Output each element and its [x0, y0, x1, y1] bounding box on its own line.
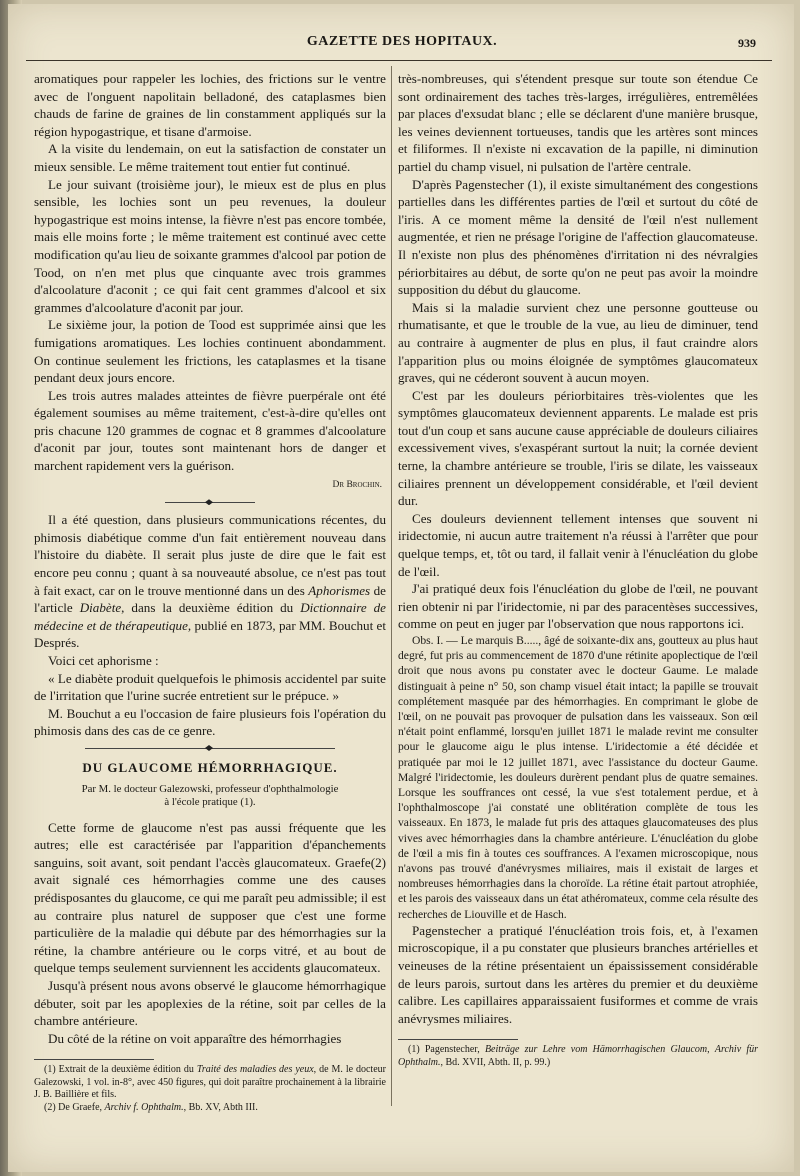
section-separator	[165, 502, 255, 503]
paragraph: M. Bouchut a eu l'occasion de faire plusieurs fois l'opération du phimosis dans des cas de ce genre.	[34, 705, 386, 739]
paragraph: Ces douleurs deviennent tellement intenses que souvent ni iridectomie, ni aucun autre traitement n'a réussi à l'arrêter que pour quelque temps, et, tôt ou tard, il fallait venir à l'énucléation du globe de l'œil.	[398, 510, 758, 579]
article-title: DU GLAUCOME HÉMORRHAGIQUE.	[82, 759, 338, 775]
footnote: (1) Pagenstecher, Beiträge zur Lehre vom Hämorrhagischen Glaucom, Archiv für Ophthalm., Bd. XVII, Abth. II, p. 99.)	[398, 1044, 759, 1068]
paragraph: J'ai pratiqué deux fois l'énucléation du globe de l'œil, ne pouvant rien obtenir ni par l'iridectomie, ni par des paracentèses successives, comme on peut en juger par l'observation que nous rapportons ici.	[398, 581, 758, 632]
footnotes	[34, 1064, 386, 1114]
journal-title: GAZETTE DES HOPITAUX.	[306, 34, 498, 49]
paragraph: Mais si la maladie survient chez une personne goutteuse ou rhumatisante, et que le trouble de la vue, au lieu de diminuer, tend au contraire à augmenter de plus en plus, il faut craindre alors l'apparition plus ou moins éloignée de symptômes glaucomateux graves, qui ne céderont souvent à aucun moyen.	[398, 299, 758, 386]
paragraph: Il a été question, dans plusieurs communications récentes, du phimosis diabétique comme d'un fait entièrement nouveau dans l'histoire du diabète. Il serait plus juste de dire que le fait est encore peu connu ; quant à sa nouveauté absolue, ce n'est pas tout à fait exact, car on le trouve mentionné dans un des Aphorismes de l'article Diabète, dans la deuxième édition du Dictionnaire de médecine et de thérapeutique, publié en 1873, par MM. Bouchut et Després.	[34, 512, 386, 651]
footnote: (1) Extrait de la deuxième édition du Traité des maladies des yeux, de M. le docteur Galezowski, 1 vol. in-8°, avec 450 figures, qui doit paraître prochainement à la librairie J. B. Baillière et fils.	[34, 1064, 386, 1101]
header-rule	[26, 60, 772, 61]
paragraph: Du côté de la rétine on voit apparaître des hémorrhagies	[48, 1030, 342, 1046]
page-header	[26, 34, 778, 56]
article-byline: Par M. le docteur Galezowski, professeur d'ophthalmologie à l'école pratique (1).	[81, 782, 339, 808]
author-signature: Dr Brochin.	[332, 479, 382, 490]
paragraph: aromatiques pour rappeler les lochies, des frictions sur le ventre avec de l'onguent napolitain belladoné, des cataplasmes bien chauds de farine de graines de lin constamment appliqués sur la région hypogastrique, et tisane d'armoise.	[34, 71, 386, 139]
footnotes	[398, 1044, 758, 1069]
paragraph: Voici cet aphorisme :	[48, 653, 159, 668]
footnote-rule	[398, 1039, 518, 1040]
paragraph: très-nombreuses, qui s'étendent presque sur toute son étendue Ce sont ordinairement des taches très-larges, irrégulières, entremêlées par places d'exsudat blanc ; elle se déclarent d'une manière brusque, les veines deviennent tortueuses, tandis que les artères sont minces et filiformes. Il n'existe ni excavation de la papille, ni diminution partiel du champ visuel, ni pulsation de l'artère centrale.	[398, 71, 758, 174]
left-column	[34, 70, 386, 1114]
section-separator	[85, 748, 335, 749]
paragraph: D'après Pagenstecher (1), il existe simultanément des congestions partielles dans les différentes parties de l'œil et surtout du côté de l'iris. A ce moment même la densité de l'œil n'est nullement augmentée, et rien ne présage l'origine de l'affection glaucomateuse. Il n'existe non plus des phénomènes d'irritation ni des névralgies périorbitaires au début, de sorte qu'on ne peut pas avoir la moindre supposition du début du glaucome.	[398, 176, 758, 298]
footnote: (2) De Graefe, Archiv f. Ophthalm., Bb. XV, Abth III.	[44, 1101, 258, 1113]
column-divider	[391, 66, 392, 1106]
paragraph: Pagenstecher a pratiqué l'énucléation trois fois, et, à l'examen microscopique, il a pu constater que plusieurs branches artérielles et veineuses de la rétine présentaient un épaississement considérable de leurs parois, surtout dans les artères du premier et du deuxième calibre. Les capillaires apparaissaient fusiformes et comme de vrais anévrysmes miliaires.	[398, 922, 758, 1026]
right-column	[398, 70, 758, 1069]
clinical-observation: Obs. I. — Le marquis B....., âgé de soixante-dix ans, goutteux au plus haut degré, fut pris au commencement de 1870 d'une rétinite apoplectique de l'œil droit que nous avons pu constater avec le docteur Gaume. Le malade distinguait à peine n° 50, son champ visuel était intact; la papille se trouvait complétement masquée par des hémorrhagies. En comprimant le globe de l'œil, on ne pouvait pas provoquer de pulsation dans les vaisseaux. Son œil n'était point enflammé, lorsqu'en juillet 1871 le malade revint me consulter pour le glaucome aigu le plus intense. L'iridectomie a été décidée et pratiquée par moi le 12 juillet 1871, avec l'assistance du docteur Gaume. Malgré l'iridectomie, les douleurs durèrent pendant plus de quatre semaines. Lorsque les souffrances ont cessé, la vue s'est totalement perdue, et à l'ophthalmoscope j'ai constaté une oblitération complète de tous les vaisseaux. En 1873, le malade fut pris des attaques glaucomateuses des plus vives avec hémorrhagies dans la chambre antérieure. L'énucléation du globe de l'œil a mis fin à toutes ces souffrances. A l'examen microscopique, nous n'avons pas trouvé d'anévrysmes miliaires, mais il existait de larges et nombreuses hémorrhagies dans la choroïde. La rétine était partout atrophiée, et les parois des vaisseaux dans un état athéromateux, comme cela résulte des recherches de Liouville et de Hasch.	[398, 634, 758, 921]
paragraph: Jusqu'à présent nous avons observé le glaucome hémorrhagique débuter, soit par les apoplexies de la rétine, soit par celles de la chambre antérieure.	[34, 977, 386, 1029]
paragraph: Les trois autres malades atteintes de fièvre puerpérale ont été également soumises au même traitement, c'est-à-dire qu'elles ont pris chacune 120 grammes de cognac et 8 grammes d'alcoolature d'aconit par jour, toutes sont maintenant hors de danger et marchent rapidement vers la guérison.	[34, 387, 386, 474]
paragraph: Le sixième jour, la potion de Tood est supprimée ainsi que les fumigations aromatiques. Les lochies continuent abondamment. On continue seulement les frictions, les cataplasmes et la tisane pendant deux jours encore.	[34, 317, 386, 386]
page-number: 939	[738, 36, 756, 50]
footnote-rule	[34, 1059, 154, 1060]
quotation: « Le diabète produit quelquefois le phimosis accidentel par suite de l'irritation que l'urine sucrée entretient sur le prépuce. »	[34, 670, 386, 704]
paragraph: A la visite du lendemain, on eut la satisfaction de constater un mieux sensible. Le même traitement tout entier fut continué.	[34, 141, 386, 174]
paragraph: Cette forme de glaucome n'est pas aussi fréquente que les autres; elle est caractérisée par l'apparition d'épanchements sanguins, soit avant, soit pendant l'accès glaucomateux. Graefe(2) avait signalé ces hémorrhagies comme une des causes prédisposantes du glaucome, ce qui me paraît peu admissible; il est au contraire plus naturel de supposer que c'est une forme particulière de la maladie qui débute par des hémorrhagies sur la rétine, la chambre antérieure ou le corps vitré, et au bout de quelque temps seulement surviennent les accidents glaucomateux.	[34, 819, 386, 976]
paragraph: Le jour suivant (troisième jour), le mieux est de plus en plus sensible, les lochies sont un peu revenues, la douleur hypogastrique est moins intense, la fièvre n'est pas encore tombée, mais elle moins forte ; le même traitement est continué avec cette modification qu'au lieu de soixante grammes d'alcool par potion de Tood, on n'en met plus que cinquante avec trois grammes d'alcoolature d'aconit ; ce qui fait cent grammes d'alcool et six grammes d'alcoolature d'aconit par jour.	[34, 176, 386, 315]
paragraph: C'est par les douleurs périorbitaires très-violentes que les symptômes glaucomateux deviennent apparents. Le malade est pris tout d'un coup et sans aucune cause appréciable de douleurs ciliaires excessivement vives, s'exaspérant surtout la nuit; la cornée devient terne, la chambre antérieure se trouble, l'iris se dilate, les vaisseaux ciliaires prennent un développement considérable, et l'œil devient dur.	[398, 387, 758, 509]
